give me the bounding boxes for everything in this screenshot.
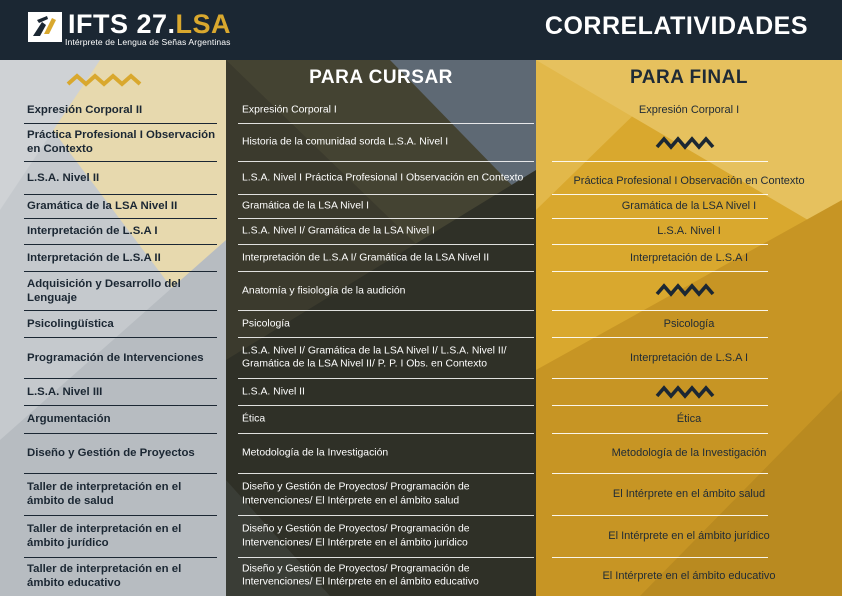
subject-name: Taller de interpretación en el ámbito educativo — [27, 562, 182, 589]
requirement-cursar: Diseño y Gestión de Proyectos/ Programación de Intervenciones/ El Intérprete en el ámbito educativo — [242, 563, 479, 588]
table-row — [0, 96, 842, 123]
requirement-cursar: Metodología de la Investigación — [242, 447, 389, 459]
requirement-cursar: L.S.A. Nivel I Práctica Profesional I Observación en Contexto — [242, 171, 524, 183]
subject-name: L.S.A. Nivel III — [27, 385, 103, 398]
subject-name: Argumentación — [27, 413, 111, 425]
requirement-final: Interpretación de L.S.A I — [629, 351, 749, 364]
subject-name: Interpretación de L.S.A I — [27, 225, 158, 237]
table-row — [0, 244, 842, 271]
table-row — [0, 161, 842, 194]
requirement-final: Expresión Corporal I — [638, 103, 740, 116]
requirement-cursar: Expresión Corporal I — [242, 103, 337, 115]
zigzag-icon — [655, 136, 715, 150]
table-row — [0, 405, 842, 433]
logo-accent: LSA — [175, 9, 232, 39]
requirement-final: Ética — [676, 413, 702, 425]
subject-name: Práctica Profesional I Observación en Contexto — [27, 129, 216, 155]
requirement-final: Gramática de la LSA Nivel I — [621, 200, 757, 212]
requirement-cursar: L.S.A. Nivel I/ Gramática de la LSA Nivel I/ L.S.A. Nivel II/ Gramática de la LSA Nivel II/ P. P. I Obs. en Contexto — [242, 345, 507, 370]
requirement-final: L.S.A. Nivel I — [657, 225, 721, 237]
requirement-cursar: Interpretación de L.S.A I/ Gramática de la LSA Nivel II — [242, 251, 490, 263]
requirement-cursar: Gramática de la LSA Nivel I — [242, 200, 370, 212]
requirement-final: El Intérprete en el ámbito jurídico — [608, 530, 770, 542]
table-row — [0, 310, 842, 337]
requirement-final: Práctica Profesional I Observación en Contexto — [573, 175, 805, 188]
table-row — [0, 123, 842, 161]
requirement-cursar: Diseño y Gestión de Proyectos/ Programación de Intervenciones/ El Intérprete en el ámbito salud — [242, 481, 470, 506]
requirement-cursar: L.S.A. Nivel I/ Gramática de la LSA Nivel I — [242, 225, 435, 237]
requirement-cursar: Anatomía y fisiología de la audición — [242, 284, 406, 296]
requirement-final: Psicología — [663, 317, 715, 330]
subject-name: Taller de interpretación en el ámbito jurídico — [27, 523, 182, 549]
hands-sign-icon — [28, 12, 62, 42]
requirement-cursar: Historia de la comunidad sorda L.S.A. Nivel I — [242, 136, 449, 148]
header-bar — [0, 0, 842, 60]
logo-subtitle: Intérprete de Lengua de Señas Argentinas — [65, 37, 231, 47]
requirement-final: Metodología de la Investigación — [611, 447, 767, 459]
subject-name: Psicolingüística — [27, 317, 114, 330]
subject-name: Expresión Corporal II — [27, 103, 143, 116]
zigzag-icon — [655, 385, 715, 399]
table-row — [0, 433, 842, 473]
table-row — [0, 218, 842, 244]
subject-name: Interpretación de L.S.A II — [27, 251, 161, 264]
subject-name: Programación de Intervenciones — [27, 351, 204, 364]
institute-logo — [28, 10, 258, 50]
requirement-final: El Intérprete en el ámbito salud — [612, 488, 766, 500]
subject-name: Taller de interpretación en el ámbito de salud — [27, 481, 182, 507]
requirement-cursar: Ética — [242, 413, 266, 425]
requirement-cursar: Psicología — [242, 317, 290, 329]
zigzag-icon — [66, 72, 142, 88]
table-row — [0, 557, 842, 594]
page-title: CORRELATIVIDADES — [544, 12, 808, 40]
column-header-final: PARA FINAL — [630, 67, 748, 88]
requirement-final: El Intérprete en el ámbito educativo — [602, 569, 776, 582]
table-row — [0, 194, 842, 218]
table-row — [0, 271, 842, 310]
subject-name: Diseño y Gestión de Proyectos — [27, 447, 195, 459]
requirement-cursar: Diseño y Gestión de Proyectos/ Programación de Intervenciones/ El Intérprete en el ámbito jurídico — [242, 523, 470, 548]
logo-wordmark — [68, 9, 231, 40]
requirement-cursar: L.S.A. Nivel II — [242, 385, 305, 397]
logo-prefix: IFTS 27. — [68, 9, 176, 39]
table-row — [0, 473, 842, 515]
column-header-cursar: PARA CURSAR — [309, 67, 453, 88]
zigzag-icon — [655, 283, 715, 297]
table-row — [0, 337, 842, 378]
subject-name: L.S.A. Nivel II — [27, 171, 100, 184]
table-row — [0, 515, 842, 557]
table-row — [0, 378, 842, 405]
subject-name: Gramática de la LSA Nivel II — [27, 200, 178, 212]
requirement-final: Interpretación de L.S.A I — [629, 251, 749, 264]
subject-name: Adquisición y Desarrollo del Lenguaje — [27, 277, 181, 304]
